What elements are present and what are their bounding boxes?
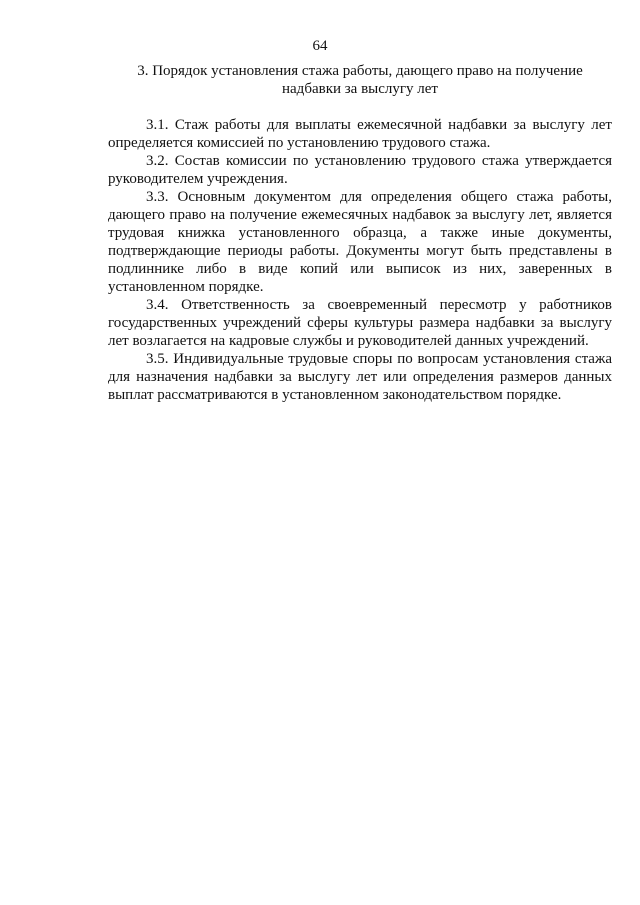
paragraph-3-2: 3.2. Состав комиссии по установлению трудового стажа утверждается руководителем учреждения. — [108, 153, 612, 187]
page-number: 64 — [312, 38, 328, 54]
paragraph-3-5: 3.5. Индивидуальные трудовые споры по вопросам установления стажа для назначения надбавки за выслугу лет или определения размеров данных выплат рассматриваются в установленном законодательством порядке. — [108, 351, 612, 403]
paragraph-3-1: 3.1. Стаж работы для выплаты ежемесячной надбавки за выслугу лет определяется комиссией по установлению трудового стажа. — [108, 117, 612, 151]
section-body — [108, 116, 612, 404]
section-heading: 3. Порядок установления стажа работы, дающего право на получение надбавки за выслугу лет — [137, 63, 583, 97]
paragraph-3-4: 3.4. Ответственность за своевременный пересмотр у работников государственных учреждений сферы культуры размера надбавки за выслугу лет возлагается на кадровые службы и руководителей данных учреждений. — [108, 297, 612, 349]
paragraph-3-3: 3.3. Основным документом для определения общего стажа работы, дающего право на получение ежемесячных надбавок за выслугу лет, является трудовая книжка установленного образца, а также иные документы, подтверждающие периоды работы. Документы могут быть представлены в подлиннике либо в виде копий или выписок из них, заверенных в установленном порядке. — [108, 189, 612, 295]
